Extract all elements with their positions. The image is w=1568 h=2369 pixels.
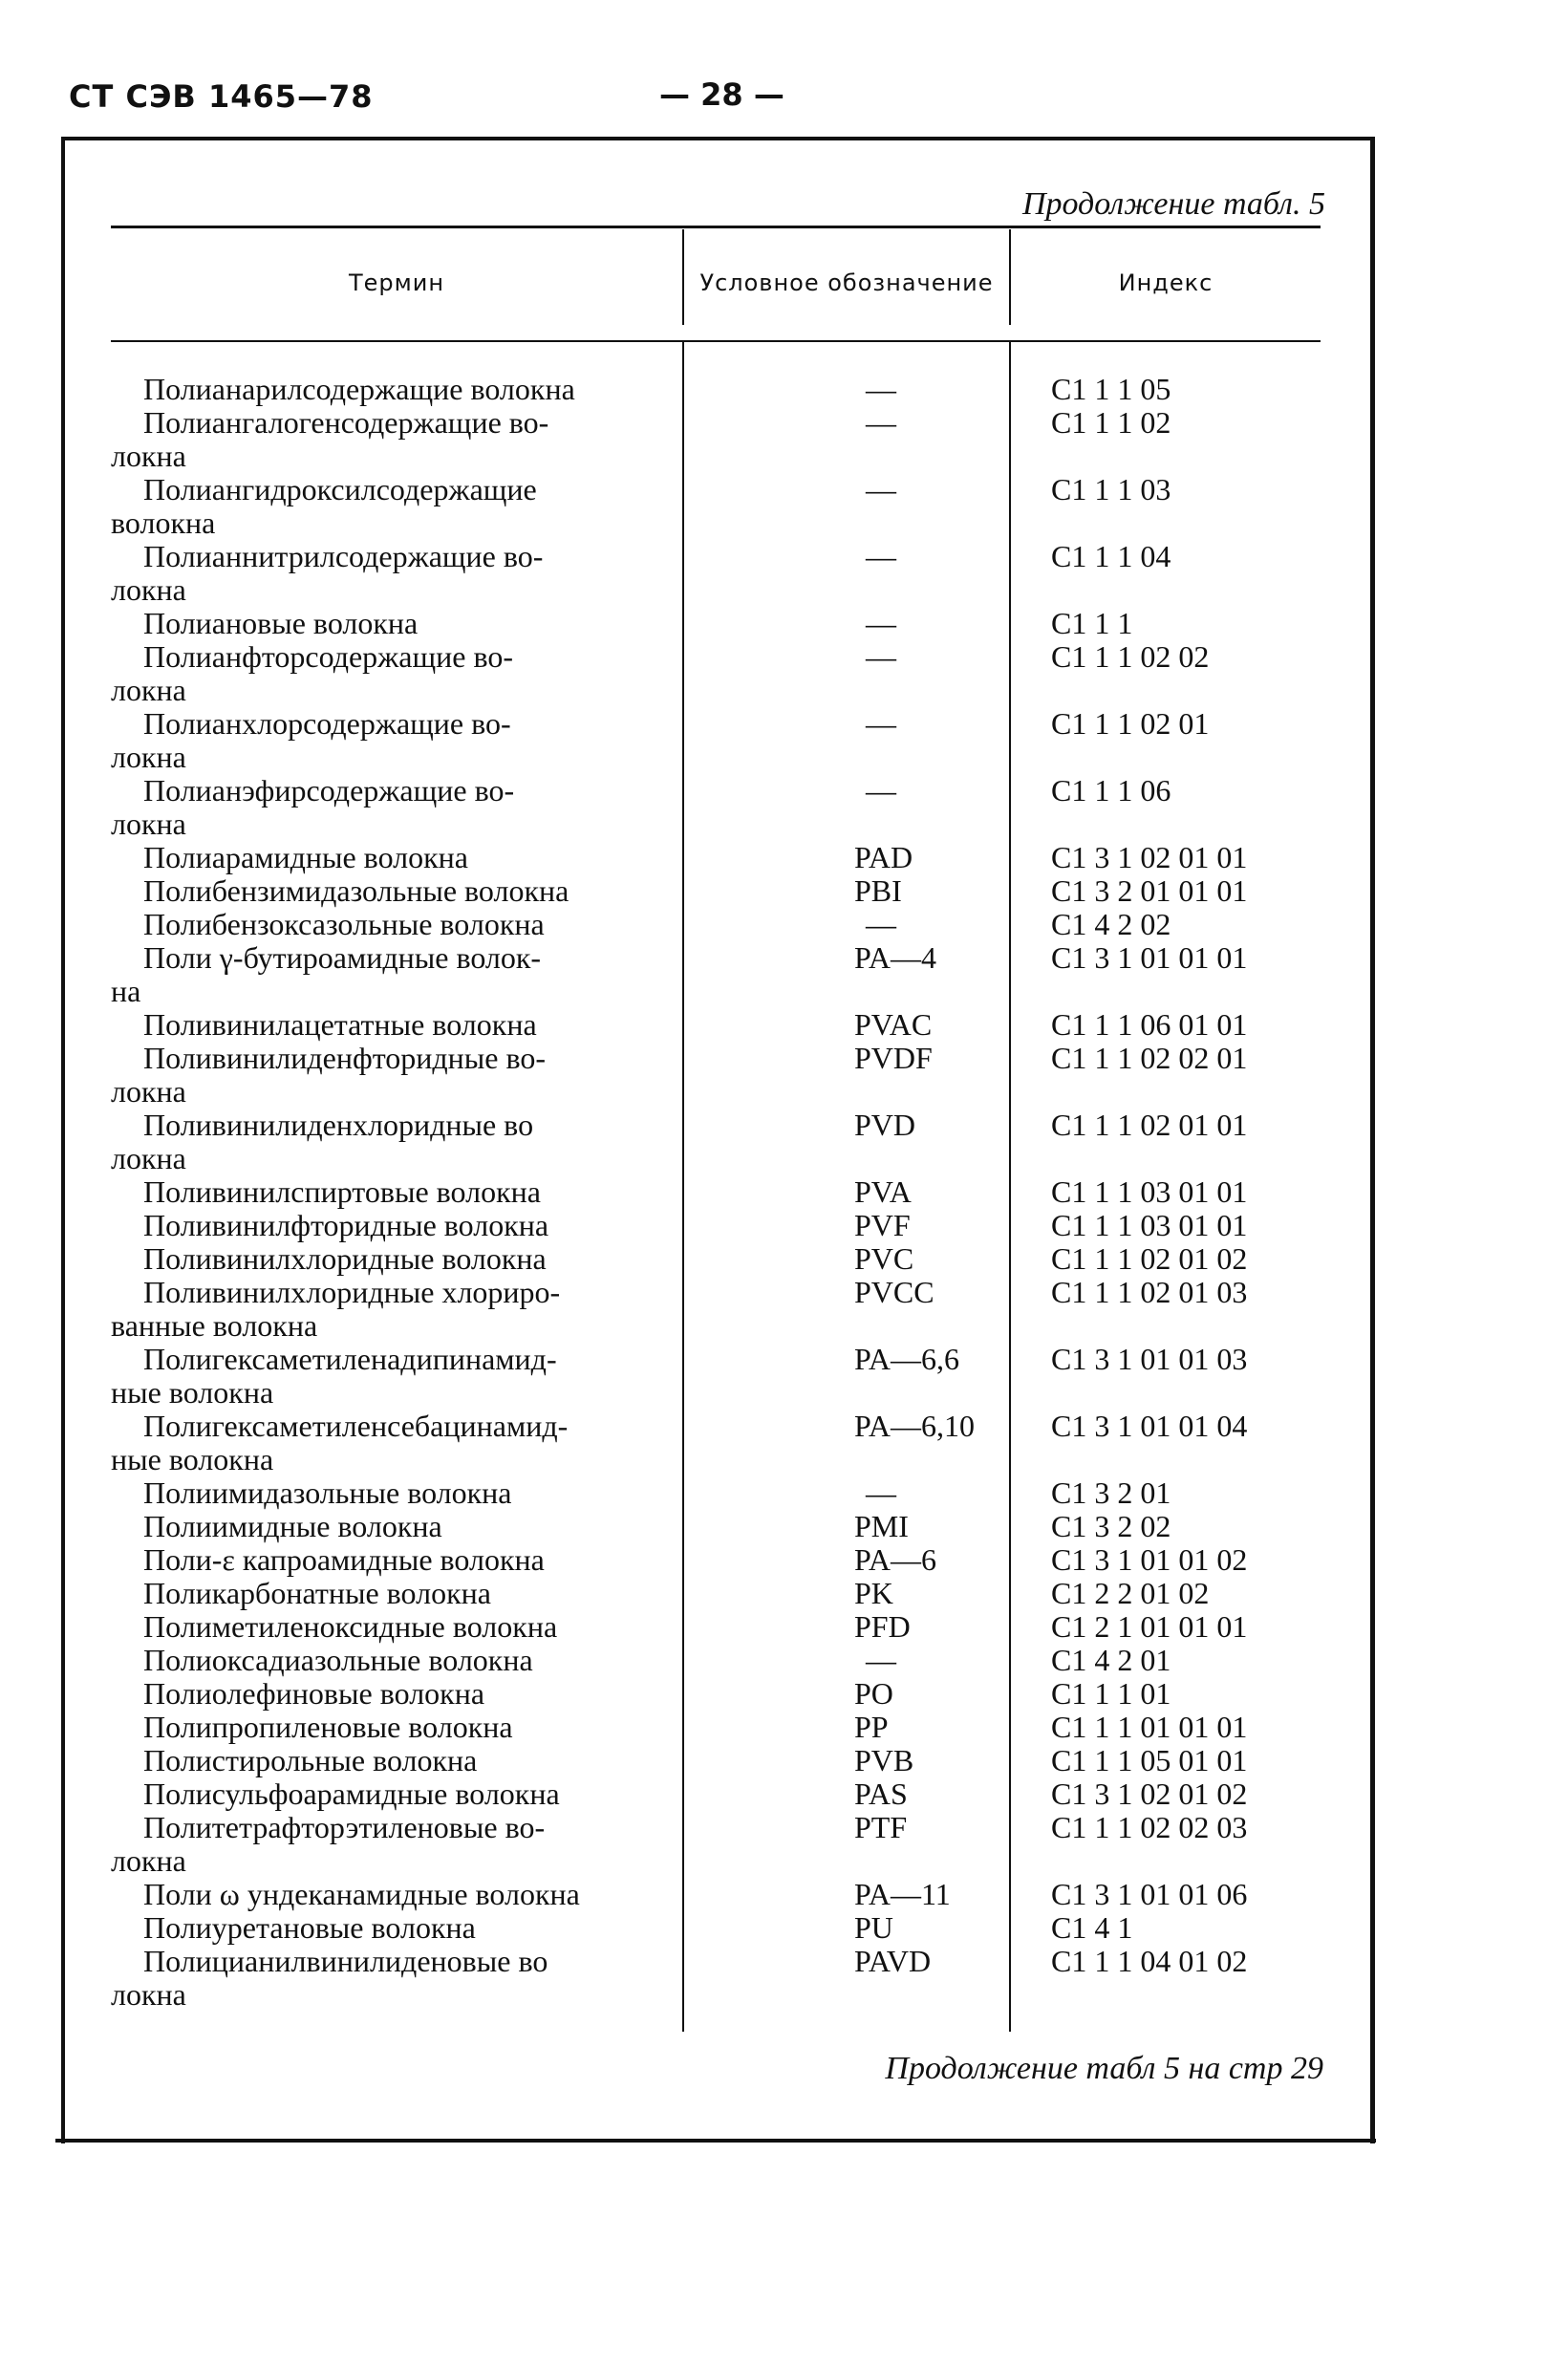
term-cell bbox=[111, 1577, 682, 1610]
index-cell: С1 3 1 01 01 06 bbox=[1051, 1877, 1248, 1911]
term-cell bbox=[111, 540, 682, 607]
frame-top-line bbox=[61, 137, 1374, 140]
index-cell: С1 3 2 01 01 01 bbox=[1051, 873, 1248, 908]
term-cell bbox=[111, 841, 682, 874]
table-row bbox=[111, 640, 1321, 707]
code-cell: PVDF bbox=[854, 1041, 933, 1075]
term-cell bbox=[111, 1644, 682, 1677]
term-text-continued: локна bbox=[111, 1141, 186, 1175]
code-cell: — bbox=[866, 639, 896, 674]
term-cell bbox=[111, 1242, 682, 1276]
index-cell: С1 1 1 04 01 02 bbox=[1051, 1944, 1248, 1978]
table-continuation-top: Продолжение табл. 5 bbox=[1021, 186, 1325, 222]
code-cell: PVA bbox=[854, 1174, 912, 1209]
table-row bbox=[111, 1209, 1321, 1242]
term-text: Полистирольные волокна bbox=[143, 1743, 478, 1777]
table-row bbox=[111, 908, 1321, 941]
code-cell: — bbox=[866, 539, 896, 573]
term-text-continued: ные волокна bbox=[111, 1442, 274, 1476]
term-text: Полиановые волокна bbox=[143, 606, 419, 640]
index-cell: С1 4 1 bbox=[1051, 1910, 1133, 1945]
index-cell: С1 2 2 01 02 bbox=[1051, 1576, 1210, 1610]
index-cell: С1 3 2 02 bbox=[1051, 1509, 1171, 1543]
term-text: Полиоксадиазольные волокна bbox=[143, 1643, 533, 1677]
header-standard: СТ СЭВ 1465—78 bbox=[69, 78, 374, 115]
table-row bbox=[111, 1410, 1321, 1476]
table-row bbox=[111, 1510, 1321, 1543]
table-row bbox=[111, 1577, 1321, 1610]
index-cell: С1 1 1 02 02 03 bbox=[1051, 1810, 1248, 1844]
code-cell: PTF bbox=[854, 1810, 908, 1844]
code-cell: PA—6,10 bbox=[854, 1409, 975, 1443]
term-cell bbox=[111, 1677, 682, 1711]
index-cell: С1 4 2 02 bbox=[1051, 907, 1171, 941]
term-cell bbox=[111, 1510, 682, 1543]
index-cell: С1 1 1 05 01 01 bbox=[1051, 1743, 1248, 1777]
term-text: Политетрафторэтиленовые во- bbox=[143, 1810, 546, 1844]
term-cell bbox=[111, 1476, 682, 1510]
table-row bbox=[111, 1711, 1321, 1744]
term-cell bbox=[111, 941, 682, 1008]
term-cell bbox=[111, 1410, 682, 1476]
code-cell: PA—4 bbox=[854, 940, 936, 975]
term-text: Полианхлорсодержащие во- bbox=[143, 706, 511, 741]
term-cell bbox=[111, 1175, 682, 1209]
frame-left-line bbox=[61, 137, 65, 2143]
code-cell: PBI bbox=[854, 873, 902, 908]
term-text: Полианарилсодержащие волокна bbox=[143, 372, 575, 406]
code-cell: PAD bbox=[854, 840, 913, 874]
table-row bbox=[111, 1242, 1321, 1276]
term-text-continued: локна bbox=[111, 1074, 186, 1109]
index-cell: С1 1 1 01 01 01 bbox=[1051, 1710, 1248, 1744]
index-cell: С1 1 1 02 01 03 bbox=[1051, 1275, 1248, 1309]
column-header-index: Индекс bbox=[1118, 269, 1214, 296]
table-row bbox=[111, 874, 1321, 908]
term-cell bbox=[111, 774, 682, 841]
index-cell: С1 4 2 01 bbox=[1051, 1643, 1171, 1677]
index-cell: С1 1 1 01 bbox=[1051, 1676, 1171, 1711]
term-text: Полипропиленовые волокна bbox=[143, 1710, 513, 1744]
term-cell bbox=[111, 1343, 682, 1410]
frame-bottom-line bbox=[55, 2139, 1376, 2143]
table-row bbox=[111, 1911, 1321, 1945]
index-cell: С1 1 1 05 bbox=[1051, 372, 1171, 406]
code-cell: — bbox=[866, 1643, 896, 1677]
index-cell: С1 1 1 04 bbox=[1051, 539, 1171, 573]
term-cell bbox=[111, 1744, 682, 1777]
term-cell bbox=[111, 373, 682, 406]
code-cell: PAS bbox=[854, 1777, 908, 1811]
index-cell: С1 3 1 01 01 02 bbox=[1051, 1542, 1248, 1577]
term-text: Полибензоксазольные волокна bbox=[143, 907, 545, 941]
code-cell: PO bbox=[854, 1676, 893, 1711]
term-text: Поливинилспиртовые волокна bbox=[143, 1174, 541, 1209]
code-cell: — bbox=[866, 405, 896, 440]
table-row bbox=[111, 1644, 1321, 1677]
column-header-code: Условное обозначение bbox=[699, 269, 994, 296]
term-text: Полисульфоарамидные волокна bbox=[143, 1777, 560, 1811]
index-cell: С1 1 1 bbox=[1051, 606, 1133, 640]
table-row bbox=[111, 774, 1321, 841]
index-cell: С1 3 1 01 01 04 bbox=[1051, 1409, 1248, 1443]
table-row bbox=[111, 841, 1321, 874]
table-row bbox=[111, 1276, 1321, 1343]
code-cell: PMI bbox=[854, 1509, 909, 1543]
index-cell: С1 3 1 01 01 03 bbox=[1051, 1342, 1248, 1376]
term-text: Поливинилиденхлоридные во bbox=[143, 1108, 534, 1142]
term-cell bbox=[111, 1911, 682, 1945]
term-cell bbox=[111, 1109, 682, 1175]
code-cell: PA—6,6 bbox=[854, 1342, 959, 1376]
term-text: Полианнитрилсодержащие во- bbox=[143, 539, 544, 573]
term-text: Полиимидазольные волокна bbox=[143, 1475, 512, 1510]
code-cell: PVD bbox=[854, 1108, 916, 1142]
table-row bbox=[111, 1543, 1321, 1577]
table-row bbox=[111, 1476, 1321, 1510]
term-cell bbox=[111, 1610, 682, 1644]
table-row bbox=[111, 707, 1321, 774]
table-row bbox=[111, 540, 1321, 607]
table-row bbox=[111, 1811, 1321, 1878]
index-cell: С1 1 1 02 bbox=[1051, 405, 1171, 440]
table-row bbox=[111, 1343, 1321, 1410]
term-cell bbox=[111, 473, 682, 540]
term-text-continued: ванные волокна bbox=[111, 1308, 318, 1343]
term-text-continued: локна bbox=[111, 439, 186, 473]
term-text: Полигексаметиленадипинамид- bbox=[143, 1342, 557, 1376]
term-text: Полиуретановые волокна bbox=[143, 1910, 476, 1945]
term-text: Поливинилацетатные волокна bbox=[143, 1007, 537, 1042]
table-header-rule bbox=[111, 340, 1321, 342]
code-cell: PA—6 bbox=[854, 1542, 936, 1577]
code-cell: PU bbox=[854, 1910, 893, 1945]
term-text: Поликарбонатные волокна bbox=[143, 1576, 491, 1610]
code-cell: PA—11 bbox=[854, 1877, 951, 1911]
index-cell: С1 3 1 01 01 01 bbox=[1051, 940, 1248, 975]
term-cell bbox=[111, 874, 682, 908]
table-body bbox=[111, 373, 1321, 2012]
table-row bbox=[111, 1042, 1321, 1109]
frame-right-line bbox=[1370, 137, 1375, 2143]
term-text-continued: на bbox=[111, 974, 141, 1008]
term-text-continued: волокна bbox=[111, 506, 216, 540]
term-text-continued: локна bbox=[111, 1843, 186, 1878]
table-row bbox=[111, 1945, 1321, 2012]
code-cell: PAVD bbox=[854, 1944, 932, 1978]
page-number: — 28 — bbox=[659, 76, 784, 113]
term-text-continued: локна bbox=[111, 1977, 186, 2012]
term-cell bbox=[111, 640, 682, 707]
table-row bbox=[111, 1878, 1321, 1911]
index-cell: С1 1 1 03 01 01 bbox=[1051, 1208, 1248, 1242]
code-cell: — bbox=[866, 1475, 896, 1510]
index-cell: С1 1 1 02 01 bbox=[1051, 706, 1210, 741]
table-row bbox=[111, 373, 1321, 406]
term-text-continued: ные волокна bbox=[111, 1375, 274, 1410]
table-row bbox=[111, 1777, 1321, 1811]
code-cell: PVCC bbox=[854, 1275, 934, 1309]
table-row bbox=[111, 1744, 1321, 1777]
term-cell bbox=[111, 1008, 682, 1042]
term-text: Полибензимидазольные волокна bbox=[143, 873, 569, 908]
table-row bbox=[111, 941, 1321, 1008]
code-cell: — bbox=[866, 706, 896, 741]
term-cell bbox=[111, 908, 682, 941]
index-cell: С1 1 1 03 01 01 bbox=[1051, 1174, 1248, 1209]
code-cell: — bbox=[866, 372, 896, 406]
term-cell bbox=[111, 1811, 682, 1878]
term-cell bbox=[111, 1042, 682, 1109]
table-row bbox=[111, 473, 1321, 540]
term-text: Полиарамидные волокна bbox=[143, 840, 468, 874]
term-text: Поливинилхлоридные волокна bbox=[143, 1241, 547, 1276]
term-text: Поли ω ундеканамидные волокна bbox=[143, 1877, 580, 1911]
term-cell bbox=[111, 1777, 682, 1811]
term-cell bbox=[111, 1276, 682, 1343]
index-cell: С1 1 1 02 02 01 bbox=[1051, 1041, 1248, 1075]
term-text: Полианфторсодержащие во- bbox=[143, 639, 513, 674]
index-cell: С1 1 1 02 01 01 bbox=[1051, 1108, 1248, 1142]
index-cell: С1 3 1 02 01 01 bbox=[1051, 840, 1248, 874]
term-text: Поли γ-бутироамидные волок- bbox=[143, 940, 542, 975]
index-cell: С1 3 1 02 01 02 bbox=[1051, 1777, 1248, 1811]
term-text-continued: локна bbox=[111, 807, 186, 841]
table-row bbox=[111, 1677, 1321, 1711]
code-cell: PVAC bbox=[854, 1007, 933, 1042]
term-cell bbox=[111, 1543, 682, 1577]
term-cell bbox=[111, 1945, 682, 2012]
index-cell: С1 1 1 02 01 02 bbox=[1051, 1241, 1248, 1276]
term-text: Полиолефиновые волокна bbox=[143, 1676, 485, 1711]
term-text-continued: локна bbox=[111, 572, 186, 607]
term-text-continued: локна bbox=[111, 673, 186, 707]
terms-table bbox=[111, 226, 1321, 2032]
code-cell: — bbox=[866, 907, 896, 941]
code-cell: — bbox=[866, 606, 896, 640]
term-text: Поли-ε капроамидные волокна bbox=[143, 1542, 545, 1577]
term-text: Поливинилфторидные волокна bbox=[143, 1208, 549, 1242]
index-cell: С1 1 1 02 02 bbox=[1051, 639, 1210, 674]
term-text: Полиангалогенсодержащие во- bbox=[143, 405, 549, 440]
term-text: Поливинилхлоридные хлориро- bbox=[143, 1275, 561, 1309]
code-cell: PFD bbox=[854, 1609, 911, 1644]
term-text: Полигексаметиленсебацинамид- bbox=[143, 1409, 569, 1443]
table-top-rule bbox=[111, 226, 1321, 228]
term-text: Полиангидроксилсодержащие bbox=[143, 472, 537, 506]
term-text: Полиметиленоксидные волокна bbox=[143, 1609, 558, 1644]
term-text: Полиимидные волокна bbox=[143, 1509, 442, 1543]
index-cell: С1 1 1 03 bbox=[1051, 472, 1171, 506]
table-row bbox=[111, 1109, 1321, 1175]
term-text: Полианэфирсодержащие во- bbox=[143, 773, 515, 808]
table-row bbox=[111, 1008, 1321, 1042]
table-continuation-bottom: Продолжение табл 5 на стр 29 bbox=[885, 2051, 1323, 2086]
index-cell: С1 1 1 06 bbox=[1051, 773, 1171, 808]
term-text-continued: локна bbox=[111, 740, 186, 774]
term-text: Поливинилиденфторидные во- bbox=[143, 1041, 547, 1075]
index-cell: С1 1 1 06 01 01 bbox=[1051, 1007, 1248, 1042]
index-cell: С1 3 2 01 bbox=[1051, 1475, 1171, 1510]
code-cell: PVC bbox=[854, 1241, 914, 1276]
table-row bbox=[111, 607, 1321, 640]
column-header-term: Термин bbox=[348, 269, 445, 296]
table-row bbox=[111, 406, 1321, 473]
table-row bbox=[111, 1610, 1321, 1644]
term-cell bbox=[111, 707, 682, 774]
code-cell: — bbox=[866, 773, 896, 808]
code-cell: PVF bbox=[854, 1208, 911, 1242]
term-cell bbox=[111, 607, 682, 640]
code-cell: PVB bbox=[854, 1743, 914, 1777]
term-cell bbox=[111, 1878, 682, 1911]
code-cell: — bbox=[866, 472, 896, 506]
code-cell: PP bbox=[854, 1710, 889, 1744]
index-cell: С1 2 1 01 01 01 bbox=[1051, 1609, 1248, 1644]
term-cell bbox=[111, 1209, 682, 1242]
code-cell: PK bbox=[854, 1576, 893, 1610]
term-cell bbox=[111, 406, 682, 473]
term-text: Полицианилвинилиденовые во bbox=[143, 1944, 548, 1978]
term-cell bbox=[111, 1711, 682, 1744]
table-row bbox=[111, 1175, 1321, 1209]
